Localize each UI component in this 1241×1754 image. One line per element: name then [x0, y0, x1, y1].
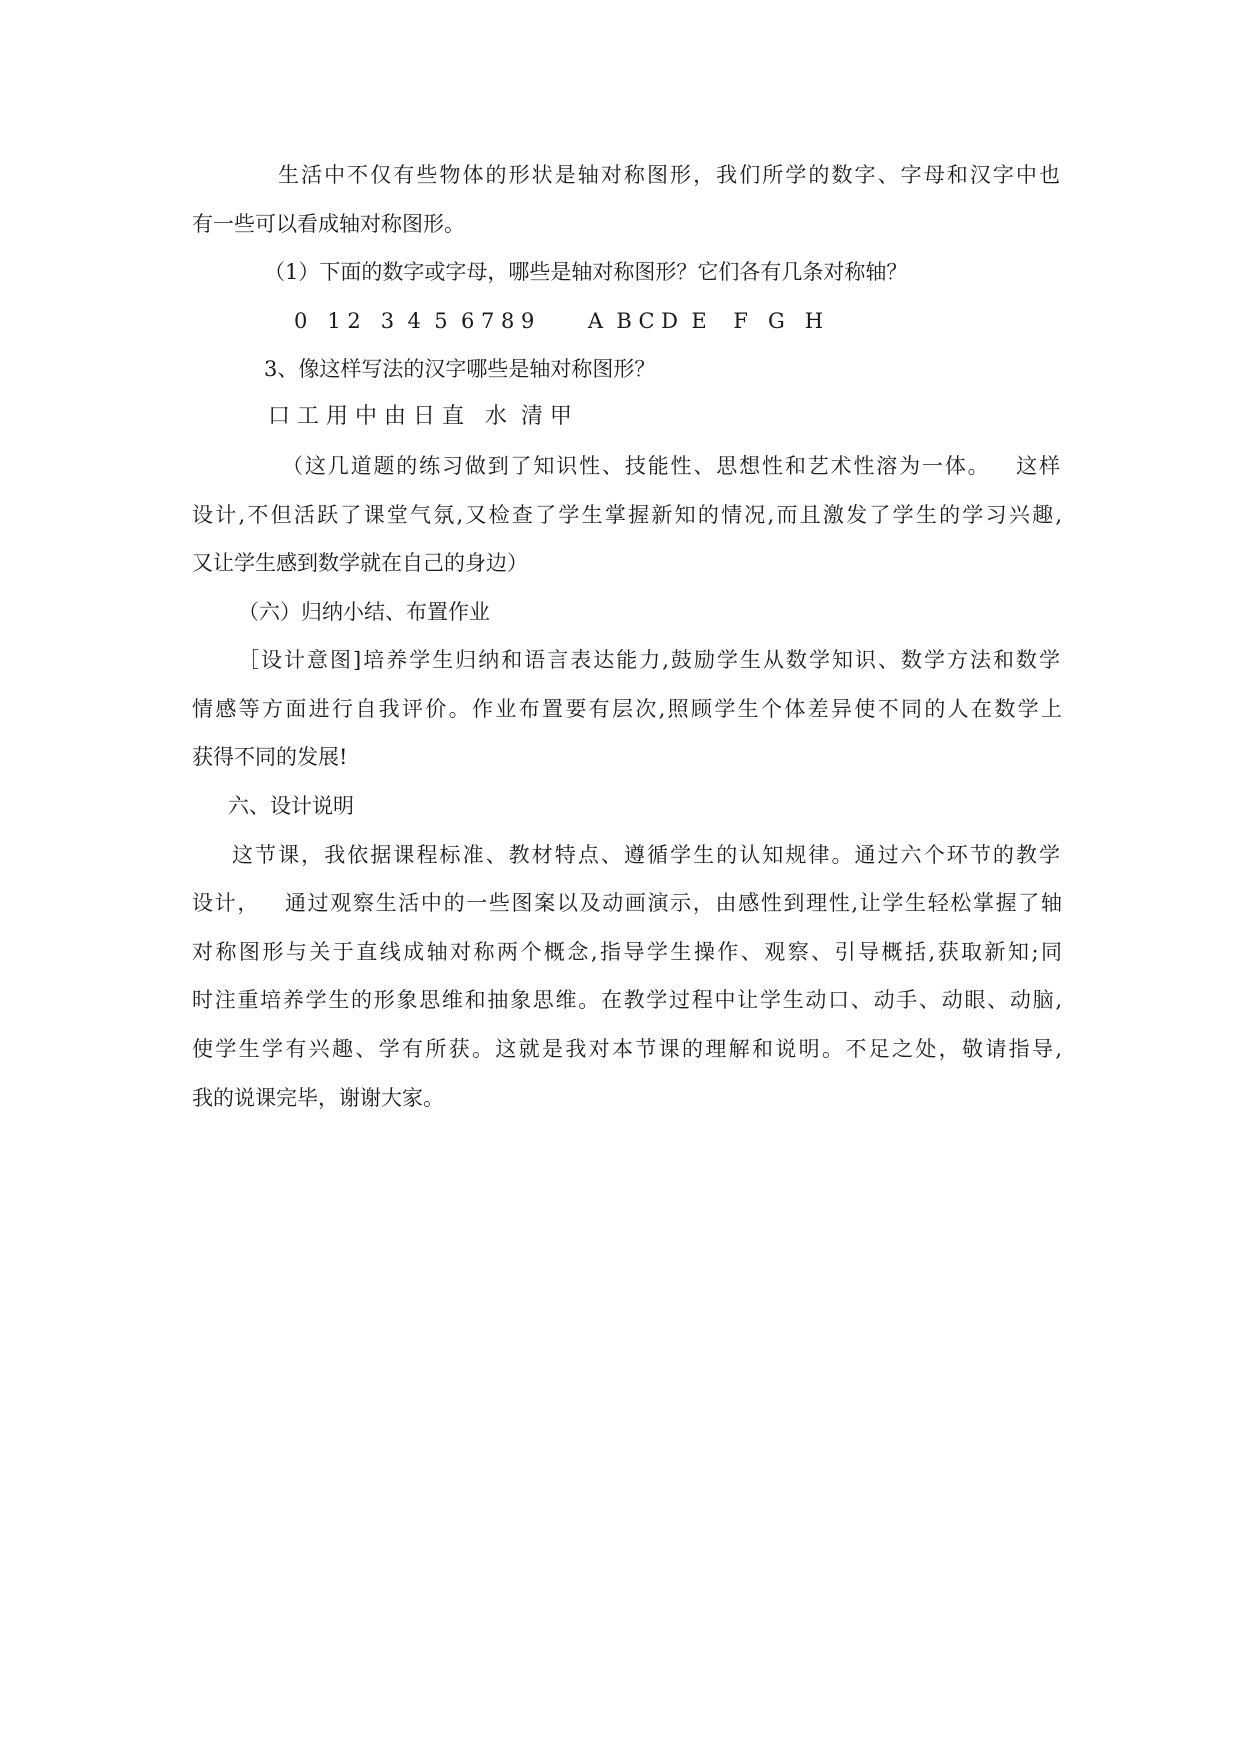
digits-letters-line: 0 1 2 3 4 5 6 7 8 9 A B C D E F G H — [294, 309, 824, 333]
question-line: （1）下面的数字或字母，哪些是轴对称图形？它们各有几条对称轴？ — [264, 260, 908, 284]
section-heading: 六、设计说明 — [228, 794, 354, 818]
paragraph-line: 情感等方面进行自我评价。作业布置要有层次,照顾学生个体差异使不同的人在数学上 — [192, 697, 1062, 721]
paragraph-line: 我的说课完毕，谢谢大家。 — [192, 1086, 444, 1110]
section-heading: （六）归纳小结、布置作业 — [238, 600, 490, 624]
paragraph-line: 生活中不仅有些物体的形状是轴对称图形，我们所学的数字、字母和汉字中也 — [278, 163, 1060, 187]
paragraph-line: 时注重培养学生的形象思维和抽象思维。在教学过程中让学生动口、动手、动眼、动脑, — [192, 988, 1062, 1012]
paragraph-line: 有一些可以看成轴对称图形。 — [192, 212, 465, 236]
paragraph-line: 又让学生感到数学就在自己的身边） — [192, 551, 528, 575]
paragraph-line: （这几道题的练习做到了知识性、技能性、思想性和艺术性溶为一体。 这样 — [282, 454, 1060, 478]
paragraph-line: 对称图形与关于直线成轴对称两个概念,指导学生操作、观察、引导概括,获取新知;同 — [192, 940, 1062, 964]
paragraph-line: 设计， 通过观察生活中的一些图案以及动画演示，由感性到理性,让学生轻松掌握了轴 — [192, 891, 1062, 915]
paragraph-line: 获得不同的发展! — [192, 745, 348, 769]
paragraph-line: ［设计意图]培养学生归纳和语言表达能力,鼓励学生从数学知识、数学方法和数学 — [238, 648, 1060, 672]
paragraph-line: 设计,不但活跃了课堂气氛,又检查了学生掌握新知的情况,而且激发了学生的学习兴趣, — [192, 503, 1062, 527]
paragraph-line: 这节课，我依据课程标准、教材特点、遵循学生的认知规律。通过六个环节的教学 — [232, 843, 1060, 867]
paragraph-line: 使学生学有兴趣、学有所获。这就是我对本节课的理解和说明。不足之处，敬请指导, — [192, 1037, 1062, 1061]
characters-line: 口 工 用 中 由 日 直 水 清 甲 — [268, 404, 572, 429]
question-line: 3、像这样写法的汉字哪些是轴对称图形？ — [264, 357, 656, 381]
